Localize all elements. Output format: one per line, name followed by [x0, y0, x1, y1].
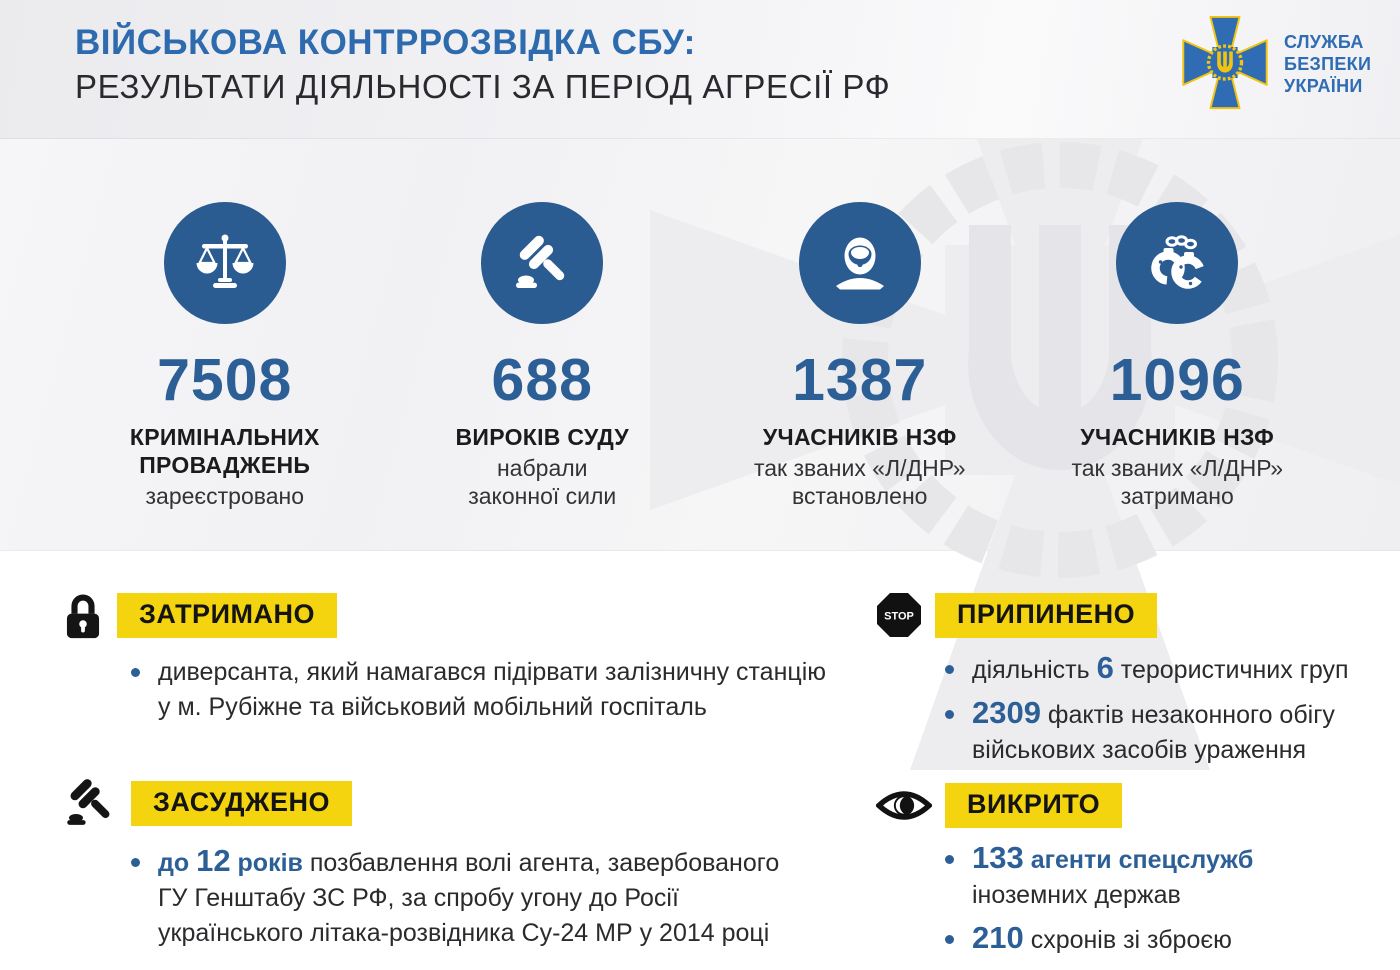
- stat-sub-line: законної сили: [468, 483, 617, 509]
- section-header: [62, 775, 779, 831]
- handcuffs-icon: [1116, 202, 1238, 324]
- bullet-text: фактів незаконного обігу: [1047, 701, 1335, 729]
- highlight-text: років: [237, 849, 303, 877]
- highlight-number: 2309: [972, 695, 1041, 730]
- bullet-text-line: українського літака-розвідника Су-24 МР у 2014 році: [158, 919, 770, 947]
- gavel-black-icon: [62, 775, 118, 831]
- section-body: [120, 655, 826, 725]
- stat-sub-line: набрали: [496, 455, 588, 481]
- list-item: [120, 845, 779, 951]
- scales-of-justice-icon: [164, 202, 286, 324]
- bullet-text-line: диверсанта, який намагався підірвати залізничну станцію: [158, 658, 827, 686]
- logo-line-2: БЕЗПЕКИ: [1284, 53, 1372, 74]
- bullet-text-line: військових засобів ураження: [972, 736, 1307, 764]
- section-body: [934, 652, 1348, 768]
- gavel-icon: [481, 202, 603, 324]
- section-convicted: [62, 775, 779, 951]
- sbu-logo: [1181, 15, 1371, 112]
- stat-sub-line: зареєстровано: [145, 483, 305, 509]
- padlock-icon: [62, 590, 104, 641]
- stat-court-verdicts: [384, 202, 702, 510]
- stat-value: 688: [491, 347, 593, 413]
- stat-label-bold: [1019, 423, 1337, 451]
- stat-label-line: УЧАСНИКІВ НЗФ: [762, 424, 957, 450]
- stat-label-sub: [66, 482, 384, 510]
- stat-sub-line: встановлено: [792, 483, 928, 509]
- list-item: [934, 922, 1253, 958]
- logo-line-3: УКРАЇНИ: [1284, 75, 1363, 96]
- highlight-number: 12: [196, 843, 231, 878]
- list-item: [934, 652, 1348, 688]
- stop-sign-icon: [876, 592, 922, 638]
- section-exposed: [876, 783, 1253, 958]
- stat-label-bold: [384, 423, 702, 451]
- stat-label-sub: [701, 454, 1019, 510]
- section-title-stopped: ПРИПИНЕНО: [935, 593, 1157, 638]
- section-header: [876, 592, 1348, 638]
- stat-militants-identified: [701, 202, 1019, 510]
- bullet-text-line: іноземних держав: [972, 881, 1181, 909]
- section-stopped: [876, 592, 1348, 768]
- section-title-convicted: ЗАСУДЖЕНО: [131, 781, 352, 826]
- list-item: [934, 842, 1253, 913]
- stat-sub-line: затримано: [1120, 483, 1234, 509]
- list-item: [120, 655, 826, 725]
- stat-militants-detained: [1019, 202, 1337, 510]
- bullet-text-line: [972, 697, 1348, 733]
- highlight-number: 210: [972, 920, 1024, 955]
- stat-criminal-proceedings: [66, 202, 384, 510]
- logo-line-1: СЛУЖБА: [1284, 31, 1364, 52]
- stat-label-sub: [1019, 454, 1337, 510]
- balaclava-militant-icon: [799, 202, 921, 324]
- title-line-1: ВІЙСЬКОВА КОНТРРОЗВІДКА СБУ:: [75, 23, 696, 62]
- bullet-text-line: у м. Рубіжне та військовий мобільний госпіталь: [158, 693, 707, 721]
- section-title-exposed: ВИКРИТО: [945, 783, 1122, 828]
- sbu-cross-emblem-icon: [1181, 15, 1269, 112]
- stat-value: 1096: [1109, 347, 1245, 413]
- stats-row: [66, 202, 1336, 510]
- page-title: [75, 25, 890, 104]
- stat-label-sub: [384, 454, 702, 510]
- section-header: [62, 590, 826, 641]
- eye-icon: [876, 787, 932, 824]
- section-title-detained: ЗАТРИМАНО: [117, 593, 337, 638]
- highlight-text: до: [158, 849, 190, 877]
- svg-text:STOP: STOP: [884, 610, 914, 623]
- bullet-text-line: ГУ Генштабу ЗС РФ, за спробу угону до Росії: [158, 884, 679, 912]
- bullet-text: схронів зі зброєю: [1030, 926, 1232, 954]
- bullet-text-line: [158, 845, 779, 881]
- bullet-text: терористичних груп: [1120, 656, 1349, 684]
- stat-label-bold: [66, 423, 384, 479]
- section-header: [876, 783, 1253, 828]
- section-detained: [62, 590, 826, 725]
- sbu-logo-text: [1284, 31, 1371, 97]
- stat-label-bold: [701, 423, 1019, 451]
- section-body: [120, 845, 779, 951]
- bullet-text: позбавлення волі агента, завербованого: [309, 849, 780, 877]
- stat-value: 1387: [792, 347, 928, 413]
- stat-label-line: ПРОВАДЖЕНЬ: [139, 452, 311, 478]
- stat-sub-line: так званих «Л/ДНР»: [1071, 455, 1284, 481]
- bullet-text: діяльність: [972, 656, 1090, 684]
- stat-label-line: УЧАСНИКІВ НЗФ: [1080, 424, 1275, 450]
- stat-sub-line: так званих «Л/ДНР»: [753, 455, 966, 481]
- highlight-text: агенти спецслужб: [1030, 846, 1254, 874]
- highlight-number: 133: [972, 840, 1024, 875]
- stat-label-line: КРИМІНАЛЬНИХ: [129, 424, 320, 450]
- section-body: [934, 842, 1253, 958]
- highlight-number: 6: [1096, 650, 1114, 685]
- bullet-text-line: [972, 842, 1253, 878]
- list-item: [934, 697, 1348, 768]
- title-line-2: РЕЗУЛЬТАТИ ДІЯЛЬНОСТІ ЗА ПЕРІОД АГРЕСІЇ РФ: [75, 67, 891, 105]
- stat-value: 7508: [157, 347, 293, 413]
- stat-label-line: ВИРОКІВ СУДУ: [455, 424, 630, 450]
